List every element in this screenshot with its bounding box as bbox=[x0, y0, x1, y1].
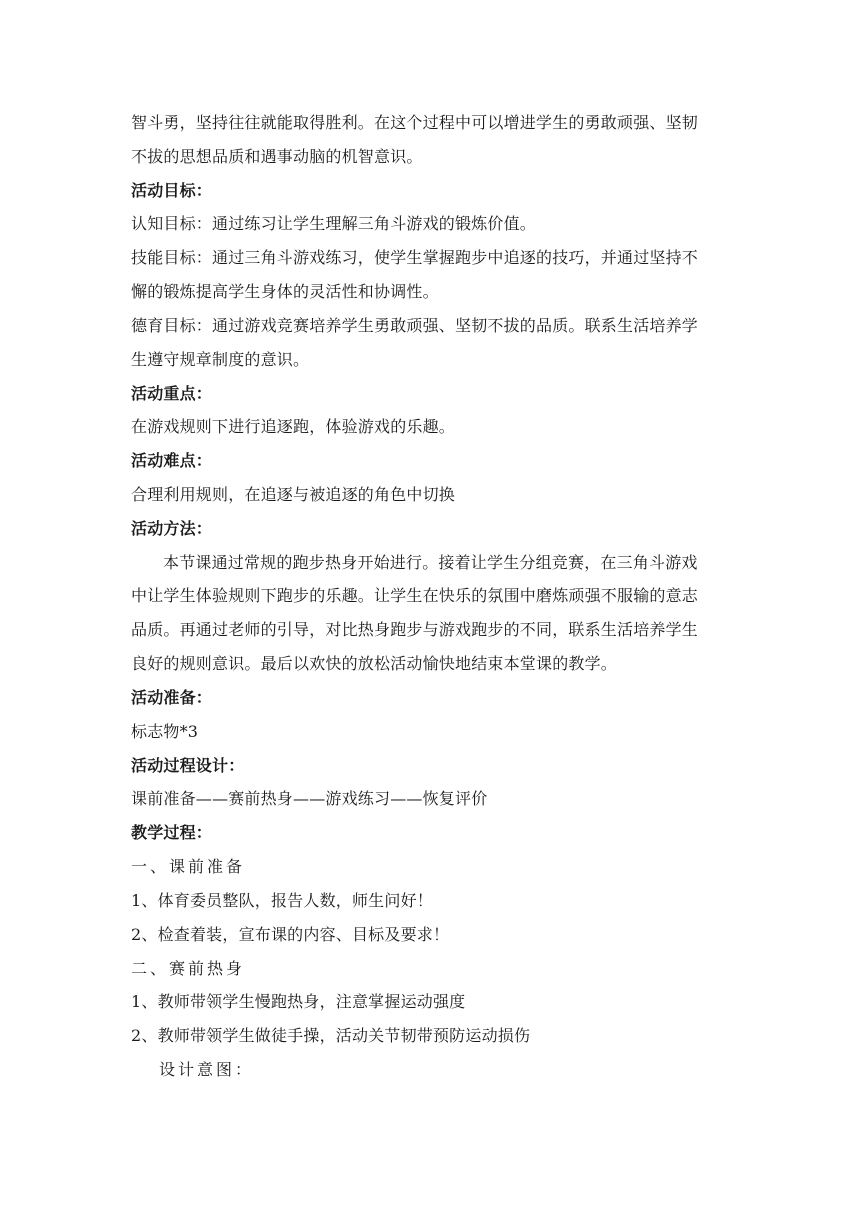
section-heading-teaching-process: 教学过程： bbox=[131, 823, 213, 842]
paragraph-line: 本节课通过常规的跑步热身开始进行。接着让学生分组竞赛，在三角斗游戏 bbox=[163, 553, 698, 572]
paragraph-line: 德育目标：通过游戏竞赛培养学生勇敢顽强、坚韧不拔的品质。联系生活培养学 bbox=[131, 316, 699, 335]
list-item: 2、教师带领学生做徒手操，活动关节韧带预防运动损伤 bbox=[131, 1026, 531, 1045]
list-heading: 一、课前准备 bbox=[131, 857, 246, 876]
paragraph-line: 生遵守规章制度的意识。 bbox=[131, 350, 310, 369]
section-heading-preparation: 活动准备： bbox=[131, 688, 213, 707]
list-item: 2、检查着装，宣布课的内容、目标及要求！ bbox=[131, 925, 450, 944]
section-heading-goals: 活动目标： bbox=[131, 181, 213, 200]
paragraph-line: 中让学生体验规则下跑步的乐趣。让学生在快乐的氛围中磨炼顽强不服输的意志 bbox=[131, 586, 699, 605]
paragraph-line: 合理利用规则，在追逐与被追逐的角色中切换 bbox=[131, 485, 456, 504]
paragraph-line: 在游戏规则下进行追逐跑，体验游戏的乐趣。 bbox=[131, 417, 456, 436]
paragraph-line: 认知目标：通过练习让学生理解三角斗游戏的锻炼价值。 bbox=[131, 214, 537, 233]
section-heading-difficulty: 活动难点： bbox=[131, 451, 213, 470]
paragraph-line: 不拔的思想品质和遇事动脑的机智意识。 bbox=[131, 147, 423, 166]
list-item: 1、教师带领学生慢跑热身，注意掌握运动强度 bbox=[131, 992, 466, 1011]
paragraph-line: 品质。再通过老师的引导，对比热身跑步与游戏跑步的不同，联系生活培养学生 bbox=[131, 620, 699, 639]
paragraph-line: 智斗勇，坚持往往就能取得胜利。在这个过程中可以增进学生的勇敢顽强、坚韧 bbox=[131, 113, 699, 132]
design-intent-label: 设计意图： bbox=[159, 1060, 255, 1079]
list-heading: 二、赛前热身 bbox=[131, 959, 246, 978]
paragraph-line: 懈的锻炼提高学生身体的灵活性和协调性。 bbox=[131, 282, 439, 301]
section-heading-process-design: 活动过程设计： bbox=[131, 756, 245, 775]
section-heading-focus: 活动重点： bbox=[131, 384, 213, 403]
paragraph-line: 标志物*3 bbox=[131, 722, 199, 741]
paragraph-line: 课前准备——赛前热身——游戏练习——恢复评价 bbox=[131, 789, 488, 808]
paragraph-line: 技能目标：通过三角斗游戏练习，使学生掌握跑步中追逐的技巧，并通过坚持不 bbox=[131, 248, 699, 267]
paragraph-line: 良好的规则意识。最后以欢快的放松活动愉快地结束本堂课的教学。 bbox=[131, 654, 618, 673]
list-item: 1、体育委员整队，报告人数，师生问好！ bbox=[131, 891, 433, 910]
section-heading-method: 活动方法： bbox=[131, 519, 213, 538]
